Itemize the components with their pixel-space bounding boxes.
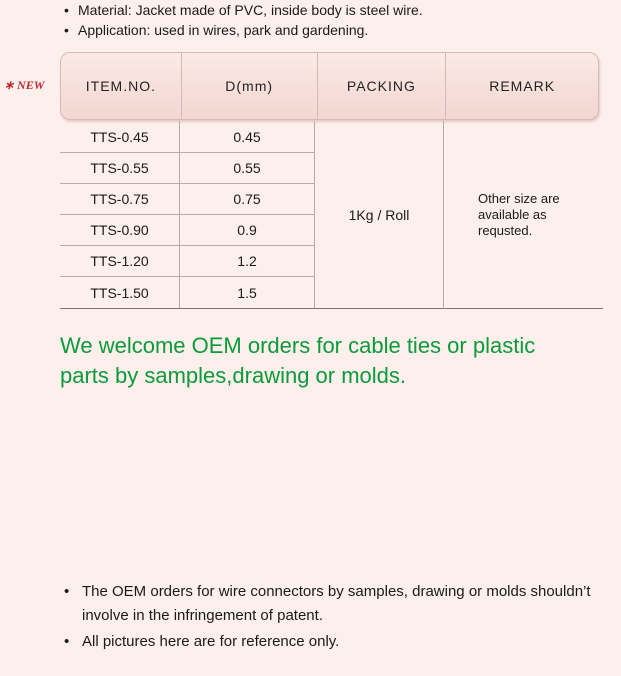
item-no-cell: TTS-0.90 xyxy=(60,214,180,245)
diameter-cell: 1.2 xyxy=(180,245,315,276)
diameter-cell: 0.45 xyxy=(180,121,315,152)
table-row xyxy=(60,183,315,215)
oem-message: We welcome OEM orders for cable ties or plastic parts by samples,drawing or molds. xyxy=(60,333,536,388)
packing-cell: 1Kg / Roll xyxy=(315,121,444,309)
item-no-cell: TTS-0.55 xyxy=(60,152,180,183)
header-remark: REMARK xyxy=(489,78,556,94)
oem-notice-text: The OEM orders for wire connectors by samples, drawing or molds shouldn’t involve in the infringement of patent. xyxy=(82,583,591,624)
item-no-cell: TTS-1.50 xyxy=(60,277,180,308)
diameter-cell: 0.9 xyxy=(180,214,315,245)
bullet-dot: • xyxy=(64,583,70,600)
item-no-cell: TTS-0.45 xyxy=(60,121,180,152)
diameter-cell: 0.75 xyxy=(180,183,315,214)
reference-notice-text: All pictures here are for reference only. xyxy=(82,633,340,650)
application-text: Application: used in wires, park and gardening. xyxy=(78,22,369,38)
material-text: Material: Jacket made of PVC, inside body is steel wire. xyxy=(78,2,423,18)
table-bottom-rule xyxy=(60,308,315,309)
bullet-reference-notice xyxy=(64,630,614,654)
bullet-dot: • xyxy=(64,2,69,18)
product-table xyxy=(60,121,603,309)
new-badge: ∗ NEW xyxy=(4,78,45,92)
bullet-oem-notice xyxy=(64,580,614,628)
table-row xyxy=(60,245,315,277)
item-no-cell: TTS-1.20 xyxy=(60,245,180,276)
table-row xyxy=(60,214,315,246)
diameter-cell: 0.55 xyxy=(180,152,315,183)
table-row xyxy=(60,152,315,184)
table-header xyxy=(60,52,599,120)
bullet-dot: • xyxy=(64,633,70,650)
spec-bullets xyxy=(64,0,423,40)
item-no-cell: TTS-0.75 xyxy=(60,183,180,214)
bullet-dot: • xyxy=(64,22,69,38)
bullet-material xyxy=(64,0,423,20)
table-row xyxy=(60,121,315,153)
diameter-cell: 1.5 xyxy=(180,277,315,308)
table-row xyxy=(60,277,315,308)
header-diameter: D(mm) xyxy=(182,53,318,119)
remark-text: Other size are available as requsted. xyxy=(478,190,560,238)
header-item-no: ITEM.NO. xyxy=(61,53,182,119)
remark-cell xyxy=(444,121,603,309)
notice-bullets xyxy=(64,580,614,656)
bullet-application xyxy=(64,20,423,40)
header-packing: PACKING xyxy=(318,53,447,119)
